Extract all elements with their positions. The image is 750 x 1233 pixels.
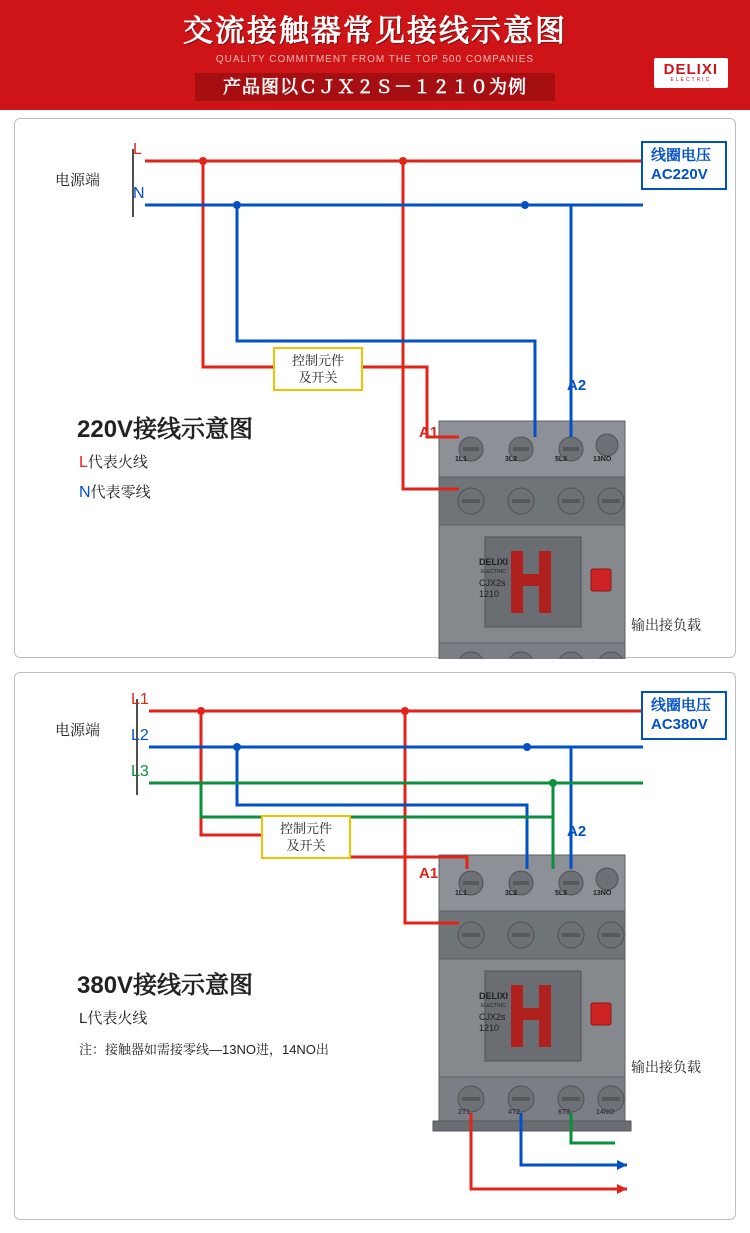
legend-text-L-380: 代表火线	[87, 1010, 148, 1027]
control-element-box-220	[273, 347, 363, 391]
output-load-label-220: 输出接负载	[631, 617, 701, 633]
device-bottom-label-2t1-380: 2T1	[458, 1109, 471, 1116]
legend-symbol-L-380: L	[79, 1010, 88, 1027]
device-brand-sub-220: ELECTRIC	[481, 569, 506, 575]
legend-row-L-380	[79, 1007, 147, 1028]
terminal-a1-label-380: A1	[419, 865, 439, 882]
control-box-line2: 及开关	[298, 370, 338, 385]
device-top-label-13no-380: 13NO	[593, 890, 612, 897]
page-title: 交流接触器常见接线示意图	[183, 15, 567, 48]
device-brand-220: DELIXI	[479, 557, 509, 567]
device-top-label-1l1-220: 1L1	[455, 456, 468, 463]
device-brand-sub-380: ELECTRIC	[481, 1003, 506, 1009]
device-top-label-1l1-380: 1L1	[455, 890, 468, 897]
legend-symbol-N: N	[79, 484, 91, 501]
source-label-380: 电源端	[55, 722, 101, 739]
device-brand-380: DELIXI	[479, 991, 509, 1001]
control-box-line1-380: 控制元件	[279, 821, 332, 836]
legend-row-L-220	[79, 451, 148, 472]
line-label-N: N	[133, 185, 145, 202]
control-box-line1: 控制元件	[291, 353, 344, 368]
device-top-label-13no-220: 13NO	[593, 456, 612, 463]
brand-name: DELIXI	[663, 61, 718, 78]
line-label-L2: L2	[131, 727, 149, 744]
device-model-line1-380: CJX2s	[479, 1012, 506, 1022]
wiring-svg-220v	[15, 119, 737, 659]
coil-voltage-title-380: 线圈电压	[651, 697, 712, 714]
control-box-line2-380: 及开关	[286, 838, 326, 853]
legend-text-N: 代表零线	[90, 484, 151, 501]
device-top-label-5l3-220: 5L3	[555, 456, 568, 463]
terminal-a2-label-220: A2	[567, 377, 587, 394]
legend-row-N-220	[79, 481, 151, 502]
brand-subtitle: ELECTRIC	[670, 77, 712, 83]
coil-voltage-value: AC220V	[651, 166, 708, 183]
device-bottom-label-14no-380: 14NO	[596, 1109, 615, 1116]
device-top-label-3l2-380: 3L2	[505, 890, 518, 897]
page-header	[0, 0, 750, 110]
panel-caption-380: 380V接线示意图	[77, 972, 254, 999]
line-label-L1: L1	[131, 691, 149, 708]
source-label-220: 电源端	[55, 172, 101, 189]
brand-logo	[654, 58, 728, 88]
coil-voltage-box-380	[641, 691, 727, 740]
legend-text-L: 代表火线	[87, 454, 148, 471]
device-model-line2-380: 1210	[479, 1023, 500, 1033]
line-label-L3: L3	[131, 763, 149, 780]
contactor-device-220v	[433, 415, 631, 659]
panel-note-380: 注：接触器如需接零线—13NO进，14NO出	[79, 1042, 329, 1057]
coil-voltage-box-220	[641, 141, 727, 190]
device-top-label-5l3-380: 5L3	[555, 890, 568, 897]
device-bottom-label-6t3-380: 6T3	[558, 1109, 571, 1116]
coil-voltage-title: 线圈电压	[651, 147, 712, 164]
coil-voltage-value-380: AC380V	[651, 716, 708, 733]
device-bottom-label-4t2-380: 4T2	[508, 1109, 521, 1116]
device-model-line2-220: 1210	[479, 589, 500, 599]
output-load-label-380: 输出接负载	[631, 1059, 701, 1075]
line-label-L: L	[133, 141, 142, 158]
header-subtitle: QUALITY COMMITMENT FROM THE TOP 500 COMPANIES	[215, 54, 535, 65]
panel-caption-220: 220V接线示意图	[77, 416, 254, 443]
product-example-bar: 产品图以ＣＪＸ２Ｓ－１２１０为例	[195, 73, 555, 101]
device-top-label-3l2-220: 3L2	[505, 456, 518, 463]
terminal-a2-label-380: A2	[567, 823, 587, 840]
wiring-svg-380v	[15, 673, 737, 1221]
diagram-panel-380v	[14, 672, 736, 1220]
diagram-panel-220v	[14, 118, 736, 658]
legend-symbol-L: L	[79, 454, 88, 471]
control-element-box-380	[261, 815, 351, 859]
device-model-line1-220: CJX2s	[479, 578, 506, 588]
terminal-a1-label-220: A1	[419, 424, 439, 441]
